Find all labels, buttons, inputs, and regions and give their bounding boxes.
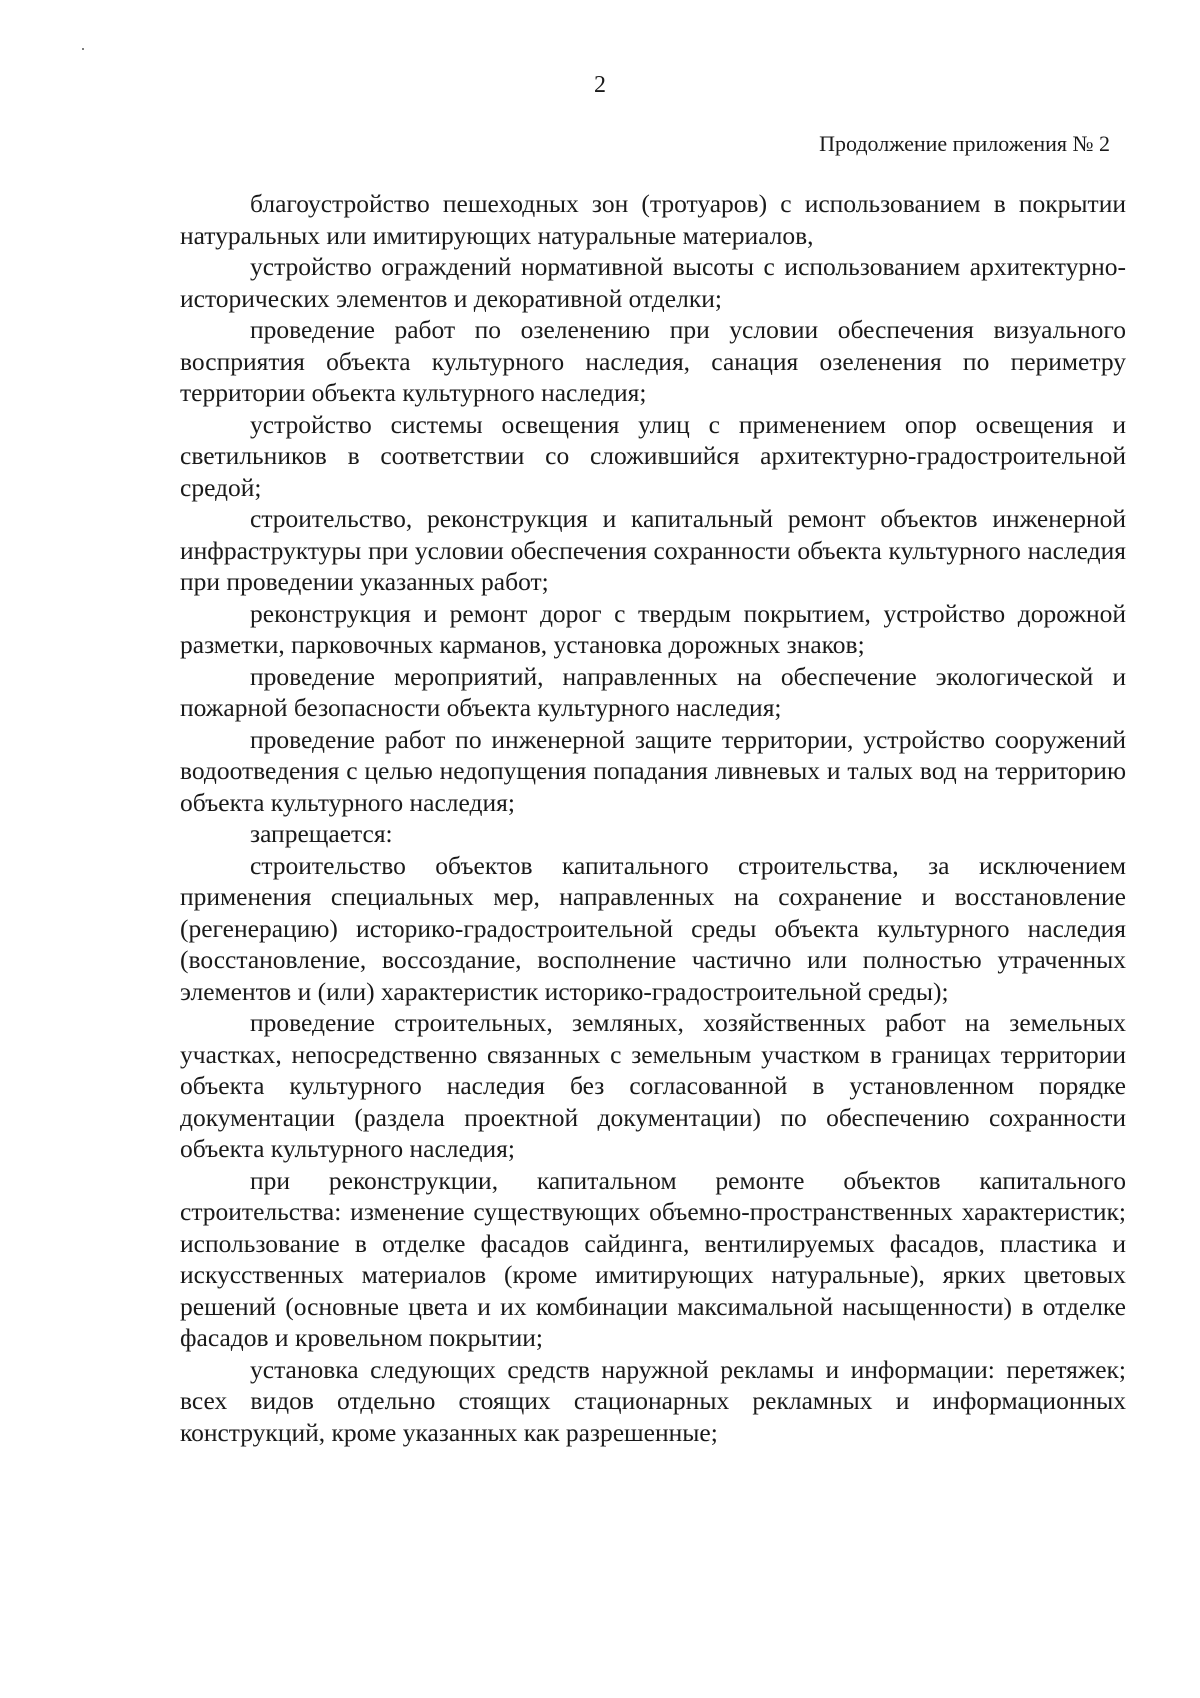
document-body (180, 188, 1126, 1448)
paragraph-prohibited-heading: запрещается: (250, 819, 393, 848)
paragraph: проведение мероприятий, направленных на обеспечение экологической и пожарной безопасности объекта культурного наследия; (180, 661, 1126, 722)
paragraph: реконструкция и ремонт дорог с твердым покрытием, устройство дорожной разметки, парковочных карманов, установка дорожных знаков; (180, 598, 1126, 659)
page-number: 2 (594, 72, 606, 98)
paragraph: устройство системы освещения улиц с применением опор освещения и светильников в соответствии со сложившийся архитектурно-градостроительной средой; (180, 409, 1126, 502)
scan-speck (82, 48, 84, 50)
paragraph: при реконструкции, капитальном ремонте объектов капитального строительства: изменение существующих объемно-пространственных характеристик; использование в отделке фасадов сайдинга, вентилируемых фасадов, пластика и искусственных материалов (кроме имитирующих натуральные), ярких цветовых решений (основные цвета и их комбинации максимальной насыщенности) в отделке фасадов и кровельном покрытии; (180, 1165, 1126, 1352)
appendix-continuation-note: Продолжение приложения № 2 (819, 131, 1110, 156)
paragraph: установка следующих средств наружной рекламы и информации: перетяжек; всех видов отдельно стоящих стационарных рекламных и информационных конструкций, кроме указанных как разрешенные; (180, 1354, 1126, 1447)
paragraph: проведение строительных, земляных, хозяйственных работ на земельных участках, непосредственно связанных с земельным участком в границах территории объекта культурного наследия без согласованной в установленном порядке документации (раздела проектной документации) по обеспечению сохранности объекта культурного наследия; (180, 1008, 1126, 1163)
paragraph: строительство, реконструкция и капитальный ремонт объектов инженерной инфраструктуры при условии обеспечения сохранности объекта культурного наследия при проведении указанных работ; (180, 504, 1126, 596)
paragraph: проведение работ по инженерной защите территории, устройство сооружений водоотведения с целью недопущения попадания ливневых и талых вод на территорию объекта культурного наследия; (180, 724, 1126, 817)
paragraph: устройство ограждений нормативной высоты с использованием архитектурно-исторических элементов и декоративной отделки; (180, 252, 1126, 313)
paragraph: строительство объектов капитального строительства, за исключением применения специальных мер, направленных на сохранение и восстановление (регенерацию) историко-градостроительной среды объекта культурного наследия (восстановление, воссоздание, восполнение частично или полностью утраченных элементов и (или) характеристик историко-градостроительной среды); (180, 850, 1126, 1006)
paragraph: проведение работ по озеленению при условии обеспечения визуального восприятия объекта культурного наследия, санация озеленения по периметру территории объекта культурного наследия; (180, 315, 1126, 407)
paragraph: благоустройство пешеходных зон (тротуаров) с использованием в покрытии натуральных или имитирующих натуральные материалов, (180, 189, 1126, 250)
